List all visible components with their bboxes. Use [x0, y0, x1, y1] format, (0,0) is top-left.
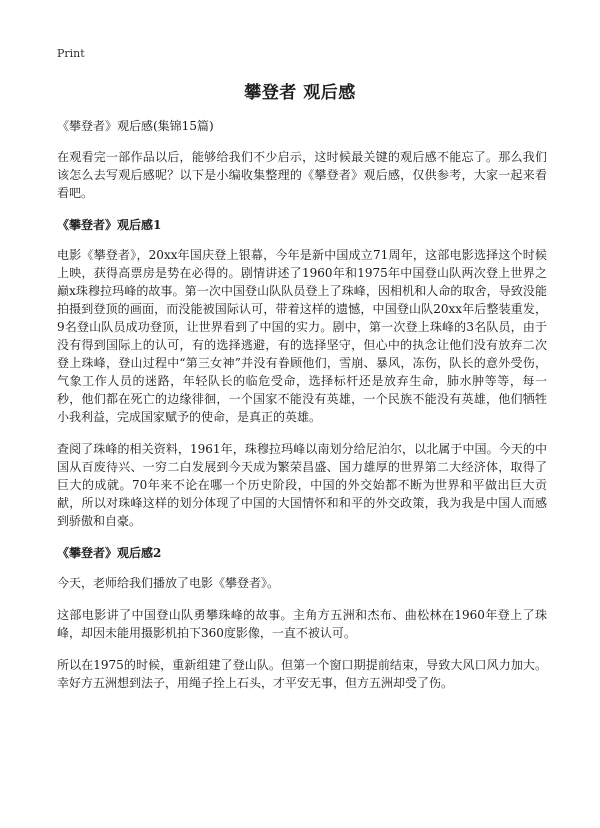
print-label: Print [57, 47, 85, 60]
section-heading-2: 《攀登者》观后感2 [57, 546, 162, 560]
document-subtitle: 《攀登者》观后感(集锦15篇) [57, 119, 214, 133]
section-1-paragraph-2: 查阅了珠峰的相关资料，1961年，珠穆拉玛峰以南划分给尼泊尔，以北属于中国。今天的中国从百废待兴、一穷二白发展到今天成为繁荣昌盛、国力雄厚的世界第二大经济体，取得了巨大的成就。70年来不论在哪一个历史阶段，中国的外交始都不断为世界和平做出巨大贡献，所以对珠峰这样的划分体现了中国的大国情怀和和平的外交政策，我为我是中国人而感到骄傲和自豪。 [57, 442, 547, 528]
section-2-paragraph-3: 所以在1975的时候，重新组建了登山队。但第一个窗口期提前结束，导致大风口风力加大。幸好方五洲想到法子，用绳子拴上石头，才平安无事，但方五洲却受了伤。 [57, 658, 547, 690]
document-body [57, 118, 547, 706]
intro-paragraph: 在观看完一部作品以后，能够给我们不少启示，这时候最关键的观后感不能忘了。那么我们该怎么去写观后感呢？以下是小编收集整理的《攀登者》观后感，仅供参考，大家一起来看看吧。 [57, 150, 547, 200]
section-2-paragraph-2: 这部电影讲了中国登山队勇攀珠峰的故事。主角方五洲和杰布、曲松林在1960年登上了珠峰，却因未能用摄影机拍下360度影像，一直不被认可。 [57, 608, 547, 640]
section-1-paragraph-1: 电影《攀登者》，20xx年国庆登上银幕，今年是新中国成立71周年，这部电影选择这个时候上映，获得高票房是势在必得的。剧情讲述了1960年和1975年中国登山队两次登上世界之巅x珠穆拉玛峰的故事。第一次中国登山队队员登上了珠峰，因相机和人命的取舍，导致没能拍摄到登顶的画面，而没能被国际认可，带着这样的遗憾，中国登山队20xx年后整装重发，9名登山队员成功登顶，让世界看到了中国的实力。剧中，第一次登上珠峰的3名队员，由于没有得到国际上的认可，有的选择逃避，有的选择坚守，但心中的执念让他们没有放弃二次登上珠峰，登山过程中“第三女神”并没有眷顾他们，雪崩、暴风，冻伤，队长的意外受伤，气象工作人员的迷路，年轻队长的临危受命，选择标杆还是放弃生命，肺水肿等等，每一秒，他们都在死亡的边缘徘徊，一个国家不能没有英雄，一个民族不能没有英雄，他们牺牲小我利益，完成国家赋予的使命，是真正的英雄。 [57, 248, 547, 424]
section-heading-1: 《攀登者》观后感1 [57, 218, 162, 232]
section-2-paragraph-1: 今天，老师给我们播放了电影《攀登者》。 [57, 576, 280, 590]
page-title: 攀登者 观后感 [244, 83, 356, 103]
